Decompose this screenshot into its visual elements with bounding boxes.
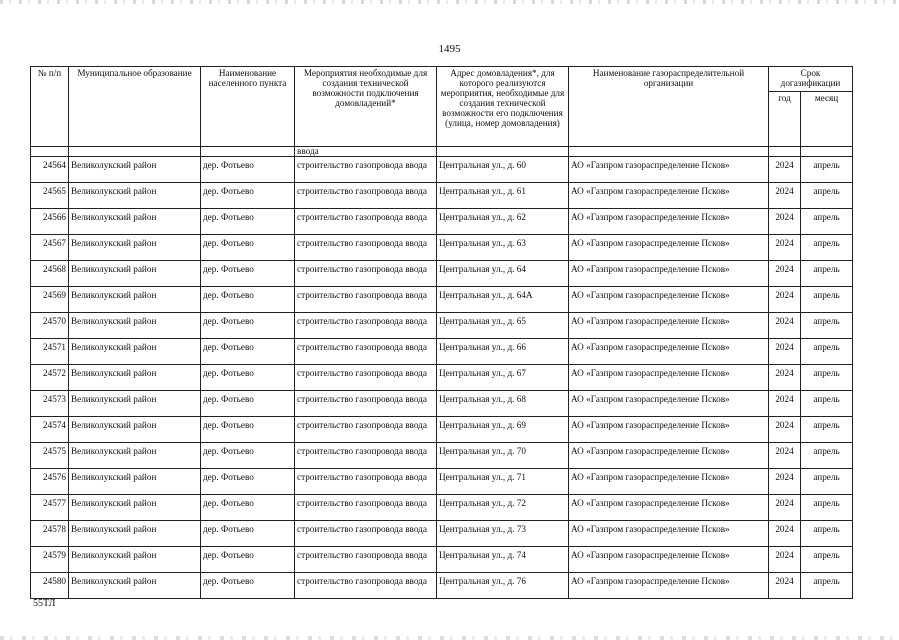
cell-measure: строительство газопровода ввода	[295, 547, 437, 573]
cell-address: Центральная ул., д. 61	[437, 183, 569, 209]
cell-address: Центральная ул., д. 65	[437, 313, 569, 339]
cell-locality: дер. Фотьево	[201, 339, 295, 365]
cell-num: 24578	[31, 521, 69, 547]
cell-address: Центральная ул., д. 63	[437, 235, 569, 261]
cell-address: Центральная ул., д. 76	[437, 573, 569, 599]
cell-measure: строительство газопровода ввода	[295, 443, 437, 469]
cell-address: Центральная ул., д. 72	[437, 495, 569, 521]
header-municipality: Муниципальное образование	[69, 67, 201, 147]
header-locality: Наименование населенного пункта	[201, 67, 295, 147]
cell-gas-org: АО «Газпром газораспределение Псков»	[569, 313, 769, 339]
cell-address: Центральная ул., д. 60	[437, 157, 569, 183]
cell-month: апрель	[801, 495, 853, 521]
cell-num: 24565	[31, 183, 69, 209]
cell-num: 24569	[31, 287, 69, 313]
cell-year: 2024	[769, 261, 801, 287]
cell-year: 2024	[769, 365, 801, 391]
table-row	[31, 365, 853, 391]
cell-num: 24572	[31, 365, 69, 391]
cell-month: апрель	[801, 183, 853, 209]
continuation-text: ввода	[295, 147, 437, 157]
cell-month: апрель	[801, 313, 853, 339]
cell-num: 24564	[31, 157, 69, 183]
cell-num: 24570	[31, 313, 69, 339]
cell-num: 24573	[31, 391, 69, 417]
cell-month: апрель	[801, 521, 853, 547]
cell-locality: дер. Фотьево	[201, 443, 295, 469]
cell-month: апрель	[801, 235, 853, 261]
cell-gas-org: АО «Газпром газораспределение Псков»	[569, 235, 769, 261]
cell-num: 24566	[31, 209, 69, 235]
cell-year: 2024	[769, 417, 801, 443]
cell-num: 24576	[31, 469, 69, 495]
cell-gas-org: АО «Газпром газораспределение Псков»	[569, 365, 769, 391]
gasification-table	[30, 66, 853, 599]
cell-municipality: Великолукский район	[69, 495, 201, 521]
table-row	[31, 443, 853, 469]
header-gas-org: Наименование газораспределительной организации	[569, 67, 769, 147]
cell-year: 2024	[769, 157, 801, 183]
cell-address: Центральная ул., д. 68	[437, 391, 569, 417]
cell-measure: строительство газопровода ввода	[295, 313, 437, 339]
cell-month: апрель	[801, 573, 853, 599]
cell-month: апрель	[801, 417, 853, 443]
cell-locality: дер. Фотьево	[201, 261, 295, 287]
header-measures: Мероприятия необходимые для создания технической возможности подключения домовладений*	[295, 67, 437, 147]
cell-municipality: Великолукский район	[69, 287, 201, 313]
cell-municipality: Великолукский район	[69, 235, 201, 261]
cell-municipality: Великолукский район	[69, 469, 201, 495]
table-row	[31, 495, 853, 521]
cell-locality: дер. Фотьево	[201, 157, 295, 183]
cell-month: апрель	[801, 157, 853, 183]
cell-municipality: Великолукский район	[69, 339, 201, 365]
cell-month: апрель	[801, 469, 853, 495]
cell-month: апрель	[801, 261, 853, 287]
table-row	[31, 469, 853, 495]
cell-address: Центральная ул., д. 62	[437, 209, 569, 235]
table-row	[31, 157, 853, 183]
page-number: 1495	[438, 43, 461, 55]
cell-month: апрель	[801, 287, 853, 313]
cell-year: 2024	[769, 573, 801, 599]
cell-locality: дер. Фотьево	[201, 235, 295, 261]
cell-gas-org: АО «Газпром газораспределение Псков»	[569, 547, 769, 573]
cell-measure: строительство газопровода ввода	[295, 235, 437, 261]
table-row	[31, 261, 853, 287]
cell-locality: дер. Фотьево	[201, 183, 295, 209]
cell-num: 24579	[31, 547, 69, 573]
cell-municipality: Великолукский район	[69, 365, 201, 391]
cell-month: апрель	[801, 209, 853, 235]
cell-measure: строительство газопровода ввода	[295, 261, 437, 287]
cell-locality: дер. Фотьево	[201, 469, 295, 495]
cell-address: Центральная ул., д. 71	[437, 469, 569, 495]
cell-municipality: Великолукский район	[69, 209, 201, 235]
cell-measure: строительство газопровода ввода	[295, 495, 437, 521]
cell-municipality: Великолукский район	[69, 547, 201, 573]
header-address: Адрес домовладения*, для которого реализуются мероприятия, необходимые для создания технической возможности его подключения (улица, номер домовладения)	[437, 67, 569, 147]
cell-locality: дер. Фотьево	[201, 365, 295, 391]
cell-measure: строительство газопровода ввода	[295, 365, 437, 391]
table-row	[31, 287, 853, 313]
table-row	[31, 521, 853, 547]
cell-address: Центральная ул., д. 64	[437, 261, 569, 287]
cell-year: 2024	[769, 183, 801, 209]
cell-address: Центральная ул., д. 74	[437, 547, 569, 573]
cell-year: 2024	[769, 443, 801, 469]
cell-year: 2024	[769, 209, 801, 235]
cell-month: апрель	[801, 339, 853, 365]
header-deadline: Срок догазификации	[769, 67, 853, 92]
cell-address: Центральная ул., д. 70	[437, 443, 569, 469]
header-month: месяц	[801, 92, 853, 147]
cell-gas-org: АО «Газпром газораспределение Псков»	[569, 573, 769, 599]
cell-month: апрель	[801, 391, 853, 417]
cell-address: Центральная ул., д. 69	[437, 417, 569, 443]
cell-measure: строительство газопровода ввода	[295, 287, 437, 313]
cell-measure: строительство газопровода ввода	[295, 157, 437, 183]
scan-edge-bottom	[0, 636, 899, 640]
cell-locality: дер. Фотьево	[201, 417, 295, 443]
table-row	[31, 235, 853, 261]
cell-gas-org: АО «Газпром газораспределение Псков»	[569, 391, 769, 417]
cell-address: Центральная ул., д. 64А	[437, 287, 569, 313]
table-row	[31, 209, 853, 235]
table-row	[31, 391, 853, 417]
cell-num: 24575	[31, 443, 69, 469]
cell-municipality: Великолукский район	[69, 261, 201, 287]
header-year: год	[769, 92, 801, 147]
cell-gas-org: АО «Газпром газораспределение Псков»	[569, 209, 769, 235]
cell-month: апрель	[801, 365, 853, 391]
cell-year: 2024	[769, 469, 801, 495]
cell-month: апрель	[801, 547, 853, 573]
cell-municipality: Великолукский район	[69, 573, 201, 599]
table-row	[31, 183, 853, 209]
cell-municipality: Великолукский район	[69, 183, 201, 209]
cell-num: 24571	[31, 339, 69, 365]
cell-num: 24568	[31, 261, 69, 287]
cell-address: Центральная ул., д. 73	[437, 521, 569, 547]
table-row	[31, 313, 853, 339]
cell-year: 2024	[769, 547, 801, 573]
table-body	[31, 147, 853, 599]
cell-num: 24574	[31, 417, 69, 443]
table-row	[31, 339, 853, 365]
cell-municipality: Великолукский район	[69, 417, 201, 443]
cell-measure: строительство газопровода ввода	[295, 521, 437, 547]
cell-locality: дер. Фотьево	[201, 495, 295, 521]
cell-year: 2024	[769, 287, 801, 313]
cell-month: апрель	[801, 443, 853, 469]
cell-num: 24577	[31, 495, 69, 521]
continuation-row	[31, 147, 853, 157]
cell-address: Центральная ул., д. 66	[437, 339, 569, 365]
cell-locality: дер. Фотьево	[201, 547, 295, 573]
cell-locality: дер. Фотьево	[201, 313, 295, 339]
header-num: № п/п	[31, 67, 69, 147]
table-header-row	[31, 67, 853, 92]
cell-municipality: Великолукский район	[69, 443, 201, 469]
cell-measure: строительство газопровода ввода	[295, 469, 437, 495]
table-row	[31, 547, 853, 573]
cell-gas-org: АО «Газпром газораспределение Псков»	[569, 339, 769, 365]
cell-locality: дер. Фотьево	[201, 521, 295, 547]
cell-municipality: Великолукский район	[69, 157, 201, 183]
cell-measure: строительство газопровода ввода	[295, 417, 437, 443]
cell-address: Центральная ул., д. 67	[437, 365, 569, 391]
cell-num: 24580	[31, 573, 69, 599]
footer-code: 55ТЛ	[33, 598, 56, 609]
cell-gas-org: АО «Газпром газораспределение Псков»	[569, 183, 769, 209]
cell-gas-org: АО «Газпром газораспределение Псков»	[569, 521, 769, 547]
cell-year: 2024	[769, 313, 801, 339]
cell-locality: дер. Фотьево	[201, 391, 295, 417]
cell-municipality: Великолукский район	[69, 313, 201, 339]
cell-year: 2024	[769, 235, 801, 261]
cell-num: 24567	[31, 235, 69, 261]
cell-gas-org: АО «Газпром газораспределение Псков»	[569, 443, 769, 469]
cell-gas-org: АО «Газпром газораспределение Псков»	[569, 495, 769, 521]
cell-gas-org: АО «Газпром газораспределение Псков»	[569, 469, 769, 495]
table-row	[31, 573, 853, 599]
cell-locality: дер. Фотьево	[201, 287, 295, 313]
cell-year: 2024	[769, 495, 801, 521]
cell-municipality: Великолукский район	[69, 521, 201, 547]
cell-municipality: Великолукский район	[69, 391, 201, 417]
cell-measure: строительство газопровода ввода	[295, 391, 437, 417]
cell-gas-org: АО «Газпром газораспределение Псков»	[569, 157, 769, 183]
cell-gas-org: АО «Газпром газораспределение Псков»	[569, 261, 769, 287]
cell-locality: дер. Фотьево	[201, 209, 295, 235]
cell-gas-org: АО «Газпром газораспределение Псков»	[569, 417, 769, 443]
cell-measure: строительство газопровода ввода	[295, 573, 437, 599]
scan-edge-top	[0, 0, 899, 4]
table-row	[31, 417, 853, 443]
cell-gas-org: АО «Газпром газораспределение Псков»	[569, 287, 769, 313]
cell-measure: строительство газопровода ввода	[295, 209, 437, 235]
cell-year: 2024	[769, 391, 801, 417]
cell-measure: строительство газопровода ввода	[295, 339, 437, 365]
cell-year: 2024	[769, 521, 801, 547]
cell-locality: дер. Фотьево	[201, 573, 295, 599]
cell-year: 2024	[769, 339, 801, 365]
cell-measure: строительство газопровода ввода	[295, 183, 437, 209]
